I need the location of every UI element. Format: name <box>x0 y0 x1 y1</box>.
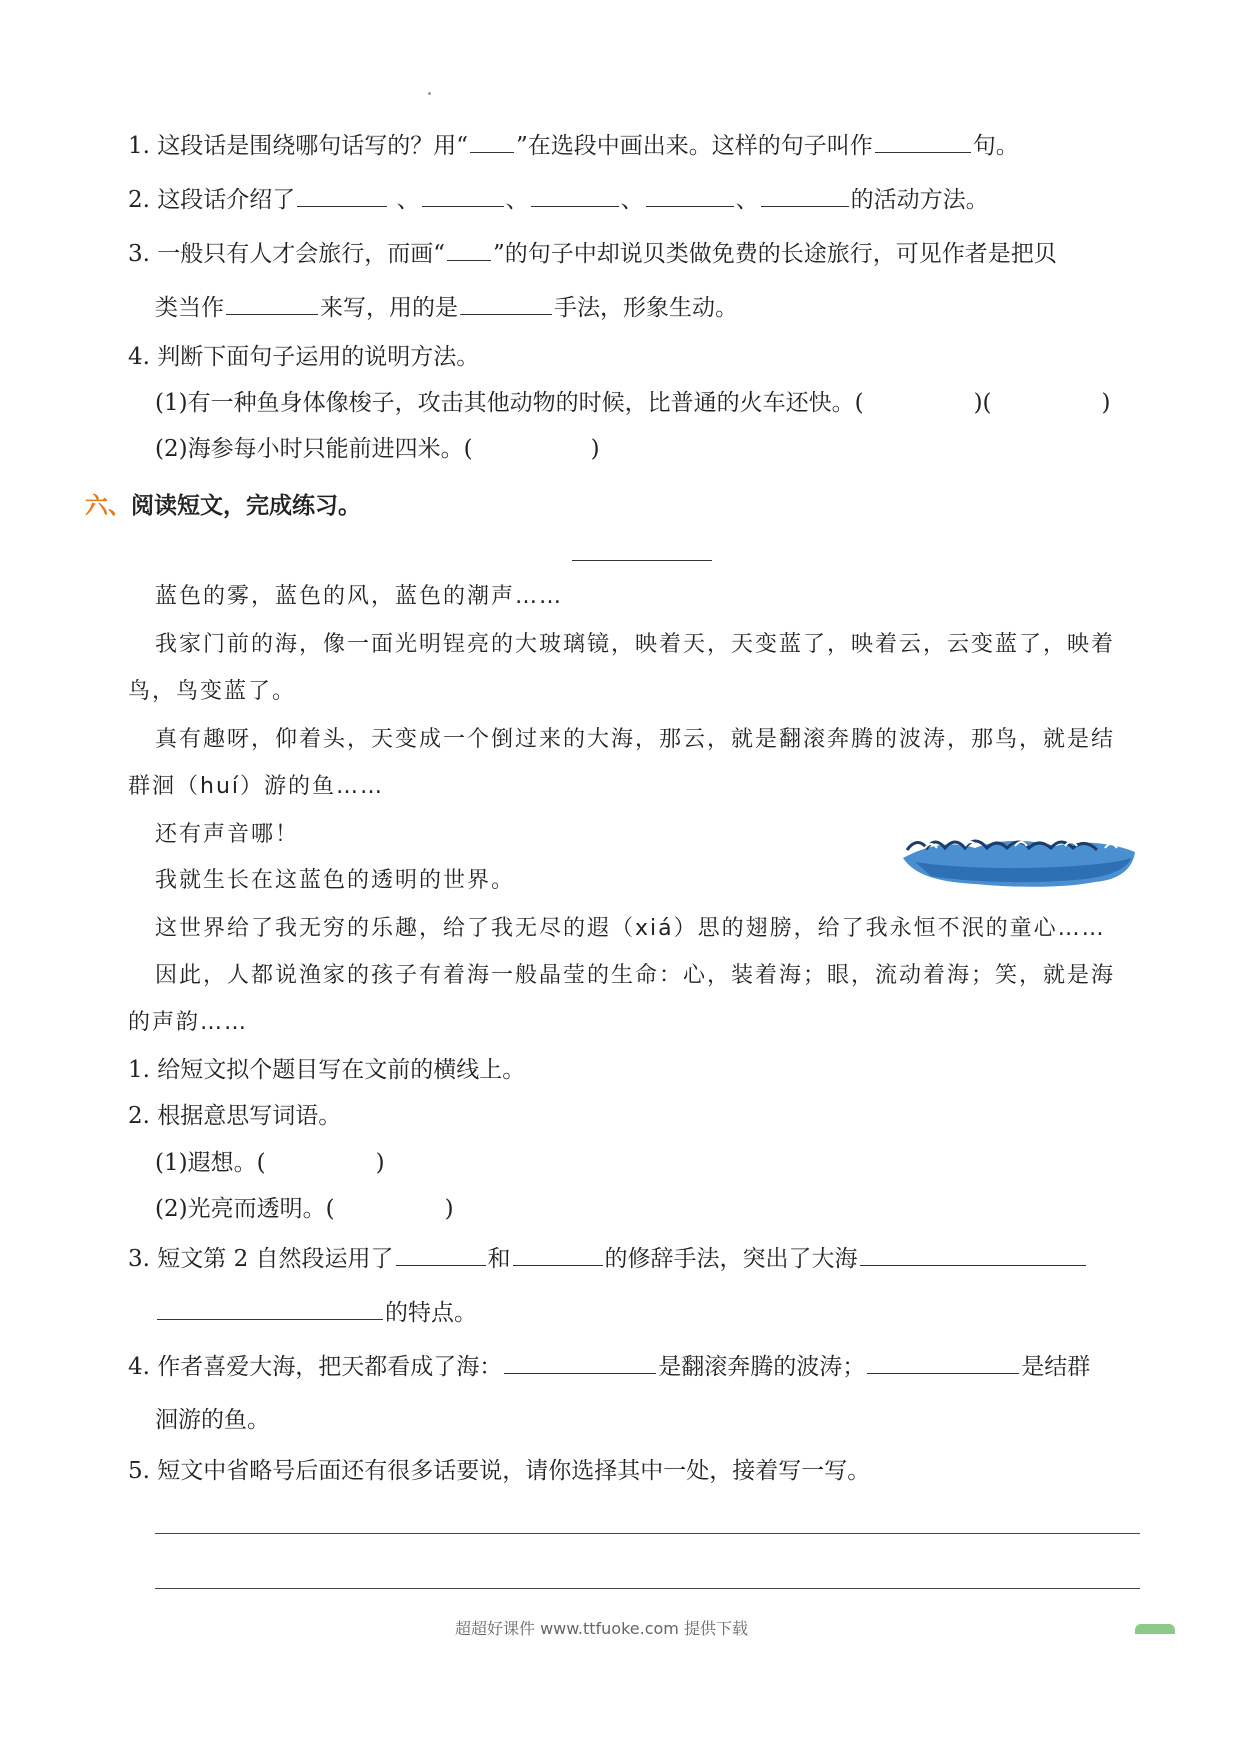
p5-question-4-sub2 <box>155 434 600 464</box>
q2-sub2-text: (2)光亮而透明。( <box>155 1196 335 1222</box>
wave-illustration <box>895 818 1140 898</box>
q4-sub1-end: ) <box>1101 390 1111 416</box>
p6q3-blank-1[interactable] <box>396 1243 486 1266</box>
q1-text-b: ”在选段中画出来。这样的句子叫作 <box>516 133 873 159</box>
q3-blank-as[interactable] <box>226 292 318 315</box>
p6q3-line2: 的特点。 <box>385 1300 477 1326</box>
q2-sub2-end: ) <box>444 1196 454 1222</box>
answer-line-1[interactable] <box>155 1533 1140 1534</box>
passage-title-blank[interactable] <box>572 560 712 561</box>
q3-text-a: 3. 一般只有人才会旅行，而画“ <box>128 241 446 267</box>
q1-text-a: 1. 这段话是围绕哪句话写的？用“ <box>128 133 469 159</box>
p6-question-5: 5. 短文中省略号后面还有很多话要说，请你选择其中一处，接着写一写。 <box>128 1458 871 1484</box>
q2-blank-5[interactable] <box>761 184 849 207</box>
p6-question-2: 2. 根据意思写词语。 <box>128 1103 342 1129</box>
p6-question-4 <box>128 1351 1090 1382</box>
p6-question-2-sub1 <box>155 1148 385 1178</box>
q2-sub1-end: ) <box>375 1150 385 1176</box>
section-title: 阅读短文，完成练习。 <box>131 493 361 519</box>
p5-question-3-line1 <box>128 238 1057 269</box>
p6q4-blank-2[interactable] <box>867 1351 1019 1374</box>
q2-text-a: 2. 这段话介绍了 <box>128 187 296 213</box>
q1-blank-type[interactable] <box>875 130 971 153</box>
q2-sub1-text: (1)遐想。( <box>155 1150 266 1176</box>
q1-text-c: 句。 <box>972 133 1019 159</box>
p6q4-text-c: 是结群 <box>1021 1354 1091 1380</box>
p6-question-4-line2: 洄游的鱼。 <box>155 1407 270 1433</box>
p6q3-text-c: 的修辞手法，突出了大海 <box>604 1246 858 1272</box>
q3-line2-b: 来写，用的是 <box>320 295 458 321</box>
passage-p2-line2: 鸟，鸟变蓝了。 <box>128 679 297 704</box>
passage-p7-line2: 的声韵…… <box>128 1010 249 1035</box>
section-6-heading <box>85 487 361 520</box>
p5-question-3-line2 <box>155 292 738 323</box>
page-corner-tab <box>1135 1624 1175 1634</box>
p5-question-1 <box>128 130 1019 161</box>
p6q3-text-a: 3. 短文第 2 自然段运用了 <box>128 1246 394 1272</box>
q2-sep: 、 <box>620 187 644 213</box>
scan-dot <box>428 92 431 95</box>
p5-question-4 <box>128 342 479 372</box>
p6q3-blank-3[interactable] <box>860 1243 1086 1266</box>
passage-p4: 还有声音哪！ <box>155 822 300 847</box>
q2-blank-3[interactable] <box>531 184 619 207</box>
passage-p2-line1: 我家门前的海，像一面光明锃亮的大玻璃镜，映着天，天变蓝了，映着云，云变蓝了，映着 <box>155 632 1116 657</box>
passage-p1: 蓝色的雾，蓝色的风，蓝色的潮声…… <box>155 584 564 609</box>
passage-p6: 这世界给了我无穷的乐趣，给了我无尽的遐（xiá）思的翅膀，给了我永恒不泯的童心…… <box>155 916 1106 941</box>
footer-watermark: 超超好课件 www.ttfuoke.com 提供下载 <box>455 1619 748 1638</box>
p6-question-3 <box>128 1243 1088 1274</box>
q4-sub2-end: ) <box>590 436 600 462</box>
section-number: 六、 <box>85 493 131 519</box>
q2-sep: 、 <box>735 187 759 213</box>
q3-blank-mark[interactable] <box>447 238 491 261</box>
q2-blank-4[interactable] <box>646 184 734 207</box>
p6q3-blank-2[interactable] <box>513 1243 603 1266</box>
q3-line2-a: 类当作 <box>155 295 224 321</box>
p6-question-2-sub2 <box>155 1194 454 1224</box>
q1-blank-mark[interactable] <box>470 130 514 153</box>
p6-question-3-line2 <box>155 1297 477 1328</box>
passage-p5: 我就生长在这蓝色的透明的世界。 <box>155 868 516 893</box>
q2-sep: 、 <box>396 187 420 213</box>
q4-sub2-text: (2)海参每小时只能前进四米。( <box>155 436 473 462</box>
q2-text-b: 的活动方法。 <box>850 187 989 213</box>
q3-blank-method[interactable] <box>460 292 552 315</box>
q3-line2-c: 手法，形象生动。 <box>554 295 738 321</box>
p6q4-text-a: 4. 作者喜爱大海，把天都看成了海： <box>128 1354 503 1380</box>
p6q3-text-b: 和 <box>487 1246 511 1272</box>
p6-question-1: 1. 给短文拟个题目写在文前的横线上。 <box>128 1057 526 1083</box>
q3-text-b: ”的句子中却说贝类做免费的长途旅行，可见作者是把贝 <box>493 241 1057 267</box>
q2-blank-2[interactable] <box>422 184 504 207</box>
passage-p3-line1: 真有趣呀，仰着头，天变成一个倒过来的大海，那云，就是翻滚奔腾的波涛，那鸟，就是结 <box>155 727 1116 752</box>
p5-question-4-sub1 <box>155 388 1111 418</box>
answer-line-2[interactable] <box>155 1588 1140 1589</box>
p6q4-blank-1[interactable] <box>504 1351 656 1374</box>
q4-text: 4. 判断下面句子运用的说明方法。 <box>128 344 480 370</box>
p6q3-blank-4[interactable] <box>157 1297 383 1320</box>
q4-sub1-mid: )( <box>973 390 992 416</box>
passage-p7-line1: 因此，人都说渔家的孩子有着海一般晶莹的生命：心，装着海；眼，流动着海；笑，就是海 <box>155 963 1116 988</box>
p5-question-2 <box>128 184 989 215</box>
q2-sep: 、 <box>505 187 529 213</box>
q4-sub1-text: (1)有一种鱼身体像梭子，攻击其他动物的时候，比普通的火车还快。( <box>155 390 864 416</box>
p6q4-text-b: 是翻滚奔腾的波涛； <box>658 1354 866 1380</box>
passage-p3-line2: 群洄（huí）游的鱼…… <box>128 774 384 799</box>
q2-blank-1[interactable] <box>297 184 387 207</box>
